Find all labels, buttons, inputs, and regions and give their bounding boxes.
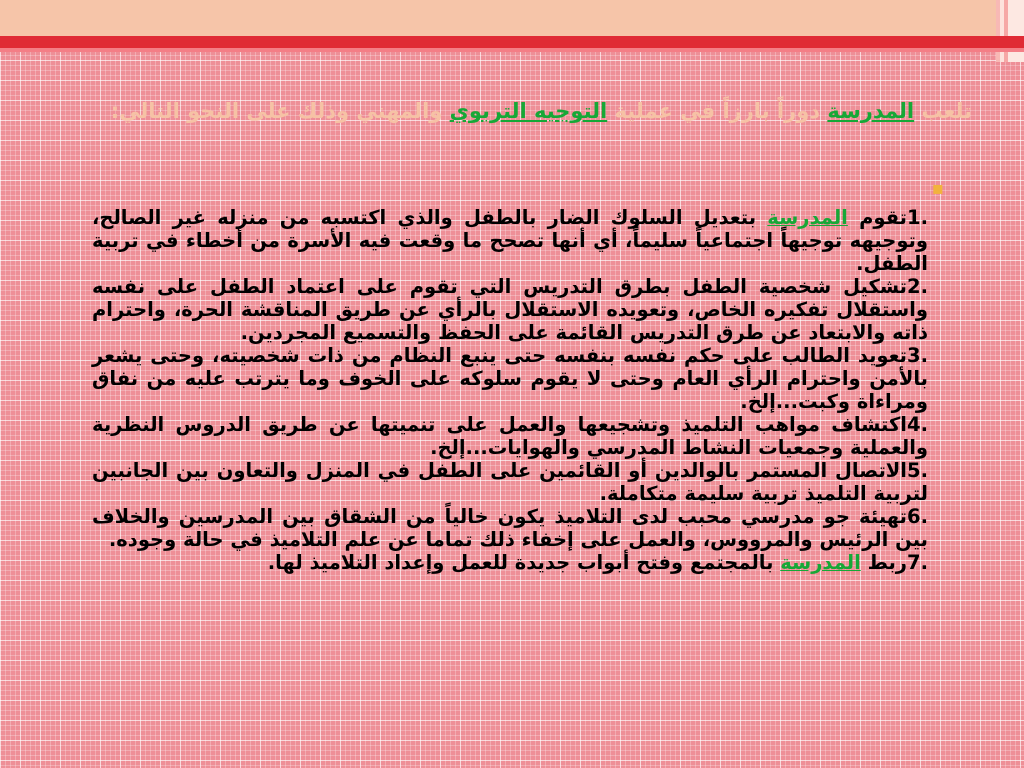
- header-rule: [0, 36, 1024, 48]
- bullet-icon: ▪: [931, 178, 944, 199]
- list-item-7-highlight: المدرسة: [780, 551, 861, 574]
- title-text-3: والمهني وذلك على النحو التالي:: [110, 99, 450, 123]
- corner-stripes: [996, 0, 1024, 62]
- list-item-4-text: .4اكتشاف مواهب التلميذ وتشجيعها والعمل على تنميتها عن طريق الدروس النظرية والعملية وجمعيات النشاط المدرسي والهوايات...إلخ.: [92, 413, 928, 459]
- list-item-5-text: .5الاتصال المستمر بالوالدين أو القائمين على الطفل في المنزل والتعاون بين الجانبين لتربية التلميذ تربية سليمة متكاملة.: [92, 459, 928, 505]
- list-item-7-text: بالمجتمع وفتح أبواب جديدة للعمل وإعداد التلاميذ لها.: [267, 551, 781, 574]
- list-item-3-text: .3تعويد الطالب على حكم نفسه بنفسه حتى ينبع النظام من ذات شخصيته، وحتى يشعر بالأمن واحترام الرأي العام وحتى لا يقوم سلوكه على الخوف وما يترتب عليه من نفاق ومراءاة وكبت...إلخ.: [92, 344, 928, 413]
- list-item-2: [92, 275, 928, 344]
- header-rule-shadow: [0, 48, 1024, 52]
- list-item-4: [92, 413, 928, 459]
- list-item-6-text: .6تهيئة جو مدرسي محبب لدى التلاميذ يكون خالياً من الشقاق بين المدرسين والخلاف بين الرئيس والمرووس، والعمل على إخفاء ذلك تماما عن علم التلاميذ في حالة وجوده.: [92, 505, 928, 551]
- title-text-1: تلعب: [914, 99, 972, 123]
- title-highlight-guidance: التوجيه التربوي: [449, 99, 608, 123]
- title-text-2: دوراً بارزاً في عملية: [607, 99, 828, 123]
- list-item-3: [92, 344, 928, 413]
- list-item-1-highlight: المدرسة: [767, 206, 848, 229]
- title-highlight-school: المدرسة: [827, 99, 915, 123]
- list-item-1-prefix: .1تقوم: [847, 206, 928, 229]
- slide-body: [92, 206, 928, 574]
- slide-title: [92, 98, 972, 124]
- list-item-6: [92, 505, 928, 551]
- list-item-5: [92, 459, 928, 505]
- list-item-1-text: بتعديل السلوك الضار بالطفل والذي اكتسبه من منزله غير الصالح، وتوجيهه توجيهاً اجتماعياً سليماً، أي أنها تصحح ما وقعت فيه الأسرة من أخطاء في تربية الطفل.: [92, 206, 928, 275]
- top-band: [0, 0, 1024, 36]
- list-item-7: [92, 551, 928, 574]
- list-item-2-text: .2تشكيل شخصية الطفل بطرق التدريس التي تقوم على اعتماد الطفل على نفسه واستقلال تفكيره الخاص، وتعويده الاستقلال بالرأي عن طريق المناقشة الحرة، واحترام ذاته والابتعاد عن طرق التدريس القائمة على الحفظ والتسميع المجردين.: [92, 275, 928, 344]
- list-item-7-prefix: .7ربط: [860, 551, 928, 574]
- list-item-1: [92, 206, 928, 275]
